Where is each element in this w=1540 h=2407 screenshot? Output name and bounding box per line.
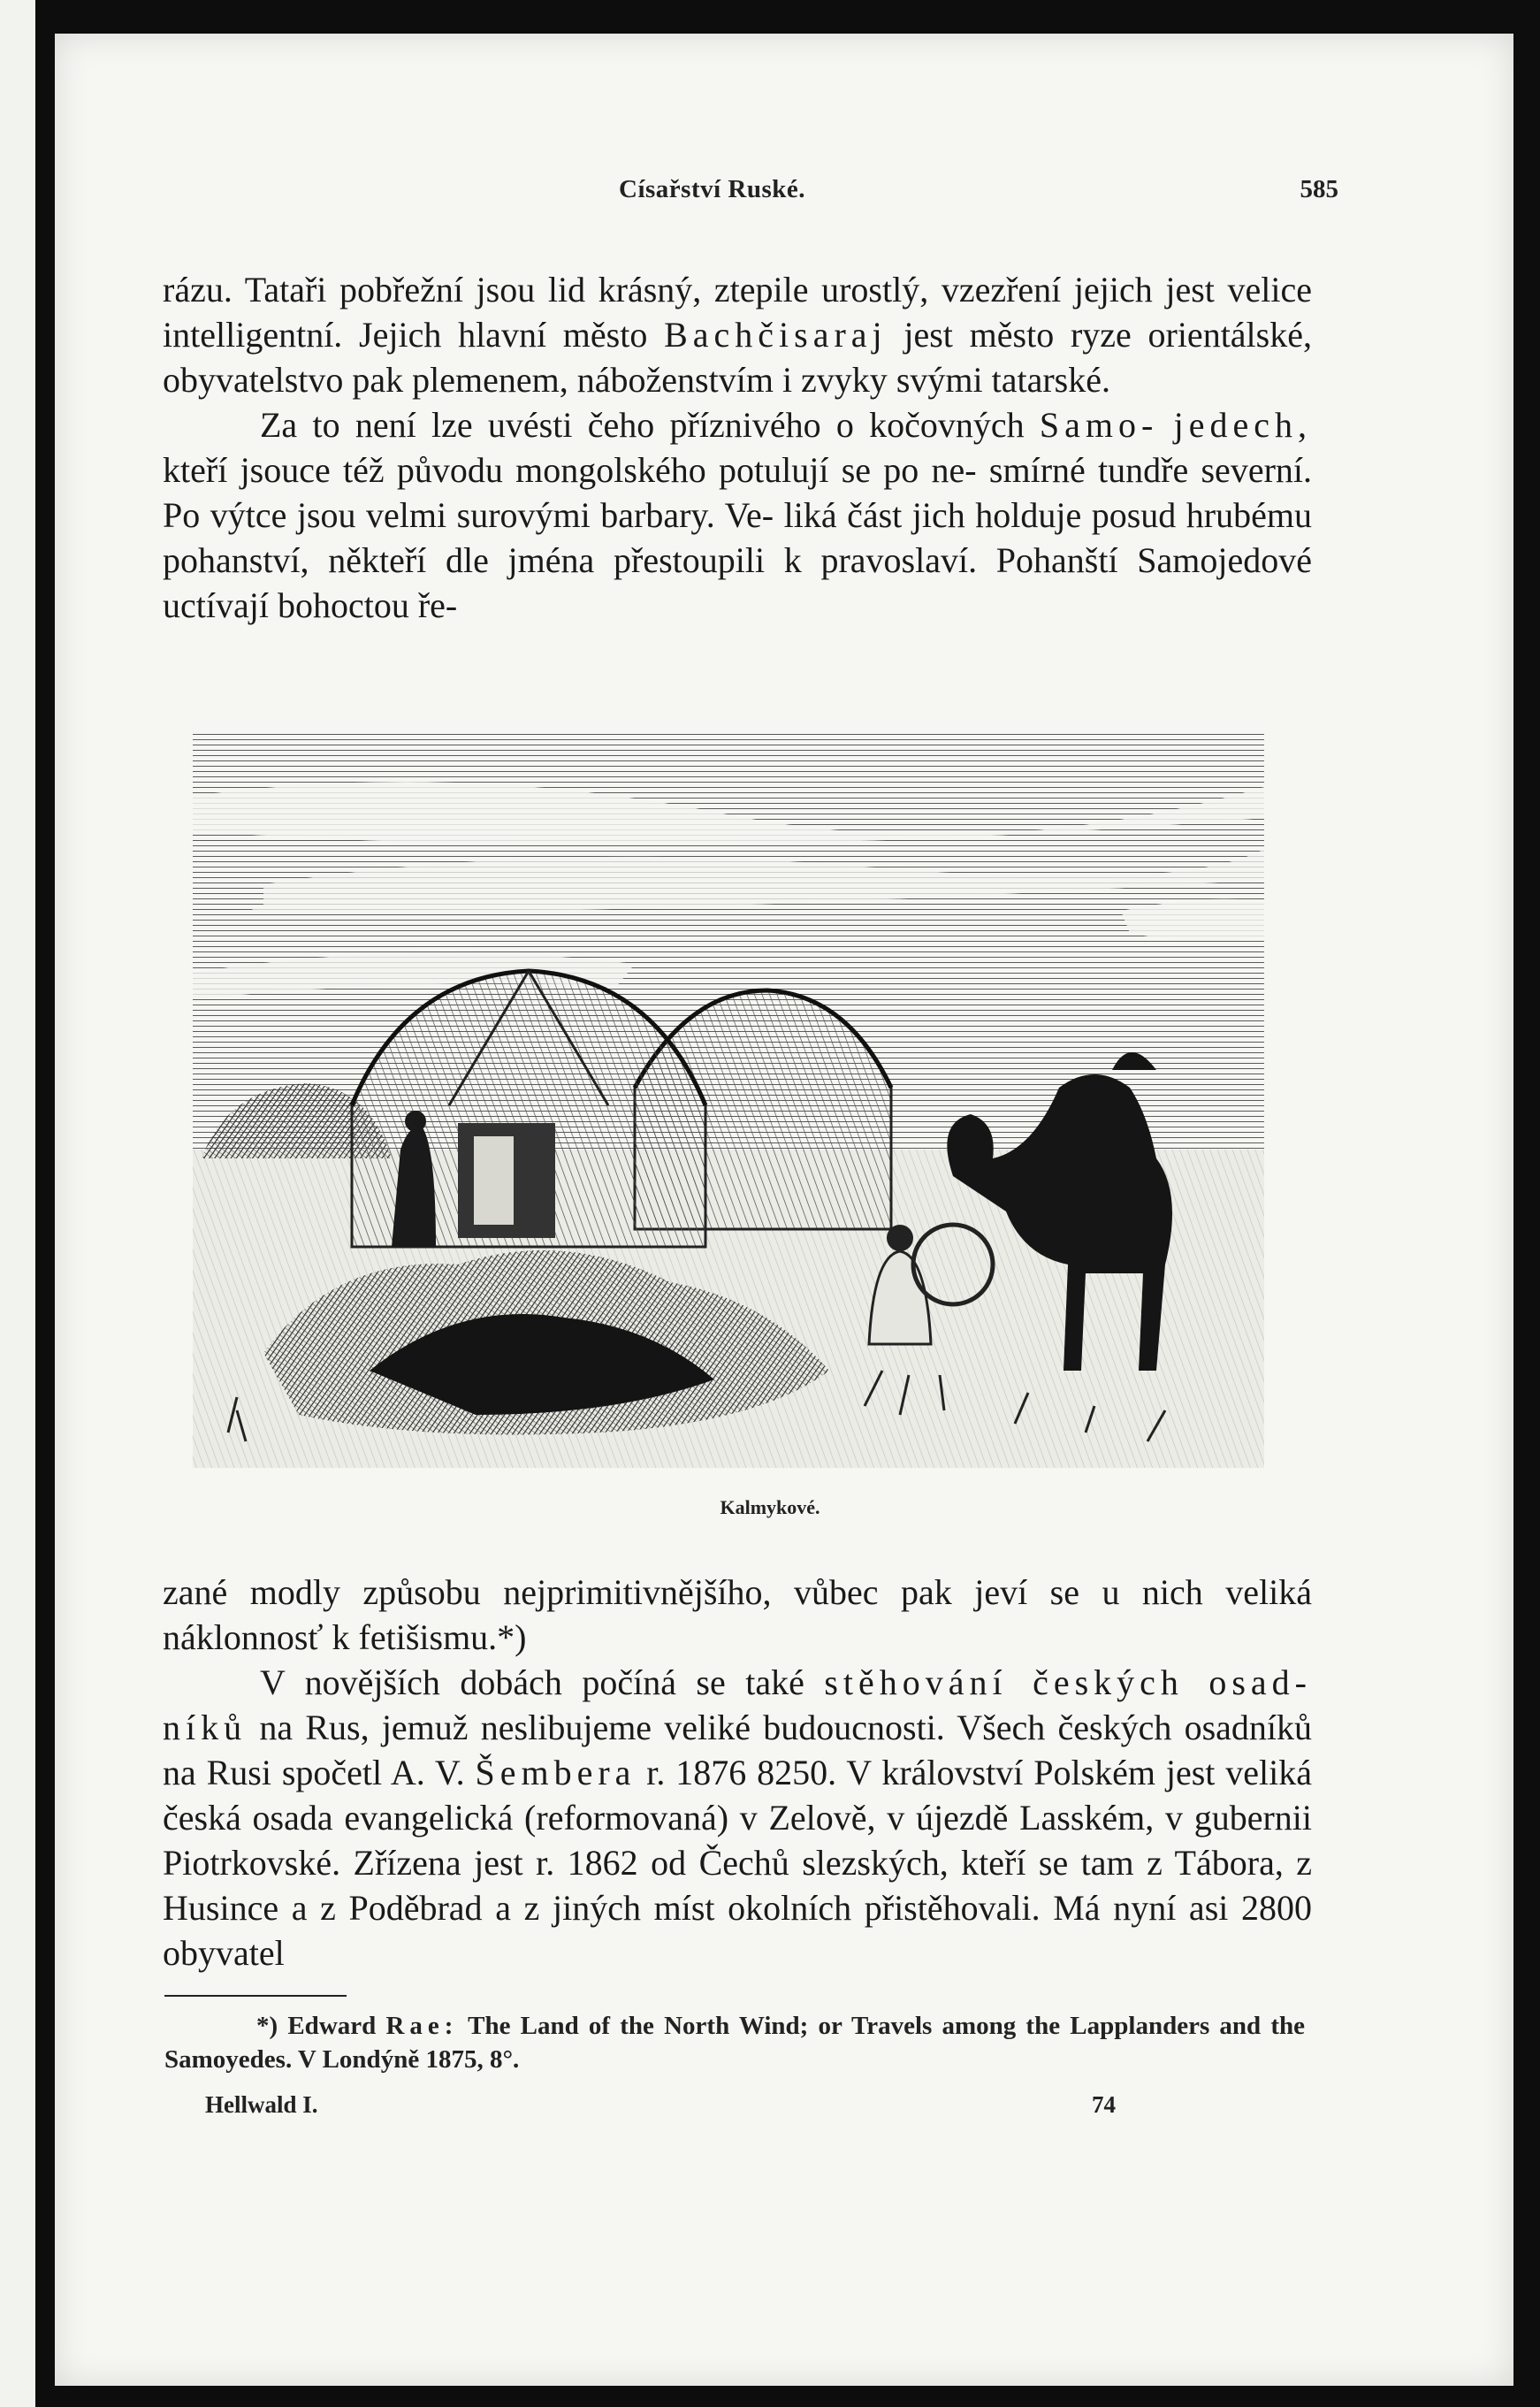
- footnote: [164, 2009, 1305, 2076]
- body-text-bottom: [163, 1570, 1312, 1975]
- text-line: na Rus, jemuž neslibujeme veliké budoucnosti. Všech českých: [259, 1708, 1172, 1747]
- running-title: Císařství Ruské.: [619, 175, 806, 203]
- footnote-author: Rae:: [385, 2012, 459, 2040]
- paragraph-idols: [163, 1570, 1312, 1660]
- signature-number: 74: [1092, 2091, 1116, 2118]
- paragraph-tatars: [163, 267, 1312, 402]
- text-line: r. 1876 8250. V království: [646, 1753, 1024, 1792]
- text-line: Za to není lze uvésti čeho příznivého o kočovných: [260, 405, 1025, 445]
- signature-label: Hellwald I.: [205, 2091, 318, 2118]
- text-line: veliká náklonnosť k fetišismu.*): [163, 1572, 1313, 1657]
- spaced-word: jedech,: [1173, 405, 1313, 445]
- footnote-text: *) Edward: [256, 2012, 377, 2040]
- yurts-and-camel-engraving: [193, 734, 1264, 1468]
- text-line: jest město: [903, 315, 1055, 355]
- text-line: zané modly způsobu nejprimitivnějšího, vůbec pak jeví se u nich: [163, 1572, 1203, 1612]
- yurt-door-curtain: [474, 1136, 514, 1225]
- adjacent-page-edge: [0, 0, 35, 2407]
- text-line: Polském jest veliká česká osada evangelická (reformovaná) v Zelově,: [163, 1753, 1313, 1838]
- page-number: 585: [1300, 175, 1338, 203]
- text-line: Čechů slezských, kteří se tam z Tábora, z Husince a z Poděbrad: [163, 1843, 1313, 1928]
- text-line: přestoupili k pravoslaví. Pohanští Samojedové uctívají bohoctou ře-: [163, 540, 1313, 625]
- text-line: V novějších dobách počíná se také: [260, 1662, 804, 1702]
- spaced-word: Samo-: [1039, 405, 1159, 445]
- text-line: osadníků na Rusi spočetl A. V.: [163, 1708, 1312, 1792]
- figure-caption: Kalmykové.: [720, 1496, 820, 1518]
- footnote-rule: [164, 1995, 347, 1997]
- text-line: v újezdě Lasském, v gubernii Piotrkovské. Zřízena jest r. 1862 od: [163, 1798, 1312, 1883]
- text-line: jest velice intelligentní. Jejich hlavní město: [163, 270, 1312, 355]
- person-head: [405, 1111, 426, 1132]
- paragraph-czech-settlers: [163, 1660, 1312, 1975]
- footnote-text: The Land of the North Wind; or Travels among the: [468, 2012, 1061, 2040]
- text-line: svými tatarské.: [896, 360, 1110, 400]
- spaced-word: níků: [163, 1708, 248, 1747]
- person-name-sembera: Šembera: [475, 1753, 637, 1792]
- text-line: rázu. Tataři pobřežní jsou lid krásný, ztepile urostlý, vzezření jejich: [163, 270, 1153, 309]
- body-text-top: [163, 267, 1312, 628]
- text-line: ryze orientálské, obyvatelstvo pak plemenem, náboženstvím i zvyky: [163, 315, 1312, 400]
- person-head: [887, 1225, 913, 1251]
- engraving-illustration: [193, 734, 1264, 1468]
- text-line: a z jiných míst okolních přistěhovali. Má nyní asi 2800 obyvatel: [163, 1888, 1313, 1973]
- spaced-phrase: stěhování českých osad-: [824, 1662, 1312, 1702]
- place-name-bachcisaraj: Bachčisaraj: [664, 315, 888, 355]
- text-line: liká část jich holduje posud hrubému pohanství, někteří dle jména: [163, 495, 1312, 580]
- paragraph-samoyeds: [163, 402, 1312, 628]
- text-line: smírné tundře severní. Po výtce jsou velmi surovými barbary. Ve-: [163, 450, 1312, 535]
- footnote-text: Lapplanders and the Samoyedes. V Londýně 1875, 8°.: [164, 2012, 1306, 2074]
- text-line: kteří jsouce též původu mongolského potulují se po ne-: [163, 450, 977, 490]
